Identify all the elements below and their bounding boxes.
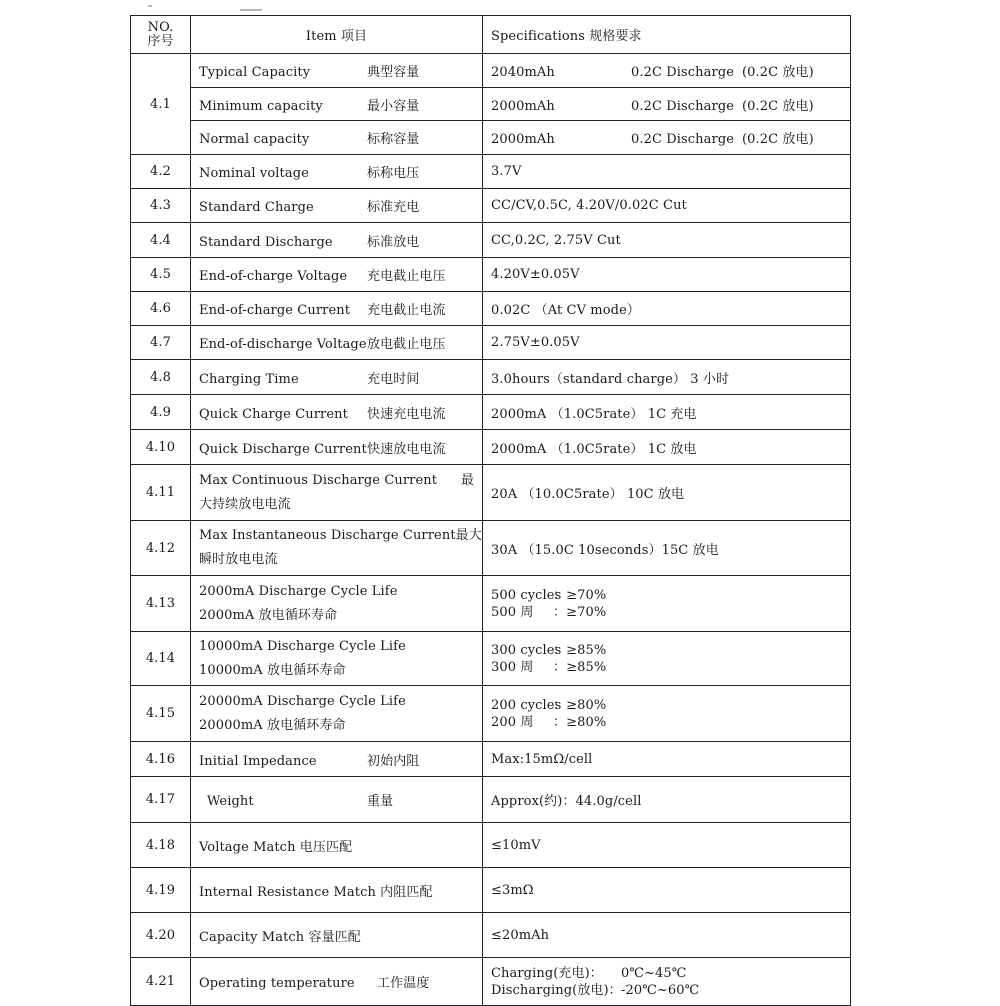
item-cell [191, 258, 483, 292]
spec-value: 2040mAh [491, 65, 555, 80]
row-number: 4.7 [131, 326, 191, 360]
item-cell [191, 292, 483, 326]
cycle-value-en: ：≥85% [553, 642, 607, 658]
item-en: Operating temperature [199, 976, 355, 991]
item-zh: 最小容量 [367, 98, 420, 114]
item-zh: 标准放电 [367, 234, 420, 250]
item-en: Standard Discharge [199, 234, 333, 250]
row-number: 4.1 [131, 54, 191, 155]
spec-cell: CC,0.2C, 2.75V Cut [483, 223, 851, 258]
item-cell: Voltage Match 电压匹配 [191, 823, 483, 868]
row-number: 4.6 [131, 292, 191, 326]
table-row [131, 88, 851, 121]
cycle-label-en: 200 cycles [491, 697, 562, 713]
table-row [131, 360, 851, 395]
item-zh-start: 最大 [455, 528, 482, 543]
spec-cell: ≤10mV [483, 823, 851, 868]
item-zh-continued: 大持续放电电流 [199, 496, 291, 512]
table-row [131, 632, 851, 686]
spec-cell: 2000mA （1.0C5rate） 1C 充电 [483, 395, 851, 430]
item-en: Initial Impedance [199, 753, 317, 769]
row-number: 4.17 [131, 777, 191, 823]
cycle-label-en: 300 cycles [491, 642, 562, 658]
cycle-value-en: ：≥80% [553, 697, 607, 713]
spec-note: (0.2C 放电) [742, 98, 814, 114]
spec-cell [483, 686, 851, 742]
row-number: 4.8 [131, 360, 191, 395]
row-number: 4.12 [131, 521, 191, 576]
table-row [131, 742, 851, 777]
item-cell [191, 576, 483, 632]
header-no [131, 16, 191, 54]
item-en: 2000mA Discharge Cycle Life [199, 583, 398, 599]
item-zh: 充电时间 [367, 371, 420, 387]
item-cell: Capacity Match 容量匹配 [191, 913, 483, 958]
row-number: 4.15 [131, 686, 191, 742]
spec-cell: 3.7V [483, 155, 851, 189]
table-row [131, 576, 851, 632]
spec-value: 2000mAh [491, 132, 555, 147]
item-en: 10000mA Discharge Cycle Life [199, 638, 406, 654]
item-zh: 工作温度 [377, 976, 430, 991]
item-cell [191, 686, 483, 742]
item-line1 [199, 524, 482, 548]
table-row [131, 686, 851, 742]
row-number: 4.3 [131, 189, 191, 223]
item-en: Quick Discharge Current [199, 441, 367, 457]
item-zh: 快速充电电流 [367, 406, 446, 422]
item-zh: 标称电压 [367, 166, 420, 181]
item-cell: Internal Resistance Match 内阻匹配 [191, 868, 483, 913]
item-en: Charging Time [199, 371, 299, 387]
item-cell [191, 223, 483, 258]
table-row [131, 868, 851, 913]
item-en: Normal capacity [199, 132, 310, 147]
spec-cell [483, 121, 851, 155]
cycle-label-en: 500 cycles [491, 587, 562, 603]
item-en: End-of-charge Voltage [199, 269, 348, 284]
item-cell [191, 189, 483, 223]
table-row [131, 292, 851, 326]
cycle-label-zh: 300 周 [491, 659, 534, 675]
item-en: Quick Charge Current [199, 406, 348, 422]
charging-value: 0℃~45℃ [621, 965, 687, 981]
row-number: 4.11 [131, 465, 191, 521]
item-zh: 标准充电 [367, 200, 420, 215]
row-number: 4.21 [131, 958, 191, 1006]
item-cell [191, 360, 483, 395]
item-cell [191, 121, 483, 155]
spec-note: (0.2C 放电) [742, 132, 814, 147]
cycle-value-en: ：≥70% [553, 587, 607, 603]
item-cell [191, 465, 483, 521]
spec-cell: Approx(约)：44.0g/cell [483, 777, 851, 823]
spec-rate: 0.2C Discharge [631, 98, 735, 114]
spec-cell: 3.0hours（standard charge） 3 小时 [483, 360, 851, 395]
item-zh-start: 最 [460, 472, 474, 488]
item-zh: 初始内阻 [367, 753, 420, 769]
row-number: 4.10 [131, 430, 191, 465]
table-row [131, 54, 851, 88]
item-cell [191, 54, 483, 88]
spec-cell: 2.75V±0.05V [483, 326, 851, 360]
spec-cell: ≤20mAh [483, 913, 851, 958]
item-zh: 2000mA 放电循环寿命 [199, 607, 338, 623]
spec-cell: CC/CV,0.5C, 4.20V/0.02C Cut [483, 189, 851, 223]
spec-cell [483, 632, 851, 686]
item-zh: 重量 [367, 794, 394, 809]
header-spec: Specifications 规格要求 [483, 16, 851, 54]
spec-cell: Max:15mΩ/cell [483, 742, 851, 777]
header-no-line1: NO. [147, 19, 174, 35]
discharging-label: Discharging(放电)： [491, 982, 622, 998]
item-en: Typical Capacity [199, 65, 311, 80]
row-number: 4.5 [131, 258, 191, 292]
table-row [131, 223, 851, 258]
item-cell [191, 326, 483, 360]
item-cell [191, 777, 483, 823]
item-zh: 10000mA 放电循环寿命 [199, 662, 346, 678]
item-cell [191, 742, 483, 777]
header-no-line2: 序号 [147, 33, 174, 49]
spec-cell [483, 576, 851, 632]
table-header-row [131, 16, 851, 54]
item-en: Nominal voltage [199, 166, 309, 181]
spec-cell [483, 54, 851, 88]
item-en: End-of-discharge Voltage [199, 337, 367, 352]
table-row [131, 823, 851, 868]
cycle-value-zh: ：≥70% [553, 604, 607, 620]
item-en: Max Continuous Discharge Current [199, 472, 438, 488]
item-en: Max Instantaneous Discharge Current [199, 528, 456, 543]
table-row [131, 521, 851, 576]
item-cell [191, 430, 483, 465]
row-number: 4.9 [131, 395, 191, 430]
item-zh: 充电截止电流 [367, 303, 446, 318]
item-cell [191, 632, 483, 686]
specifications-table [130, 15, 851, 1006]
spec-rate: 0.2C Discharge [631, 132, 735, 147]
spec-cell [483, 88, 851, 121]
row-number: 4.4 [131, 223, 191, 258]
table-row [131, 326, 851, 360]
item-en: Weight [207, 794, 254, 809]
item-cell [191, 155, 483, 189]
spec-cell: 2000mA （1.0C5rate） 1C 放电 [483, 430, 851, 465]
table-row [131, 958, 851, 1006]
cycle-label-zh: 200 周 [491, 714, 534, 730]
row-number: 4.16 [131, 742, 191, 777]
cycle-label-zh: 500 周 [491, 604, 534, 620]
row-number: 4.14 [131, 632, 191, 686]
charging-label: Charging(充电)： [491, 965, 603, 981]
item-zh: 快速放电电流 [367, 441, 446, 457]
table-row [131, 430, 851, 465]
row-number: 4.13 [131, 576, 191, 632]
item-en: End-of-charge Current [199, 303, 351, 318]
spec-cell: 20A （10.0C5rate） 10C 放电 [483, 465, 851, 521]
row-number: 4.19 [131, 868, 191, 913]
item-zh: 充电截止电压 [367, 269, 446, 284]
header-item: Item 项目 [191, 16, 483, 54]
item-cell [191, 958, 483, 1006]
table-row [131, 155, 851, 189]
item-line1 [199, 469, 474, 493]
spec-value: 2000mAh [491, 98, 555, 114]
item-cell [191, 395, 483, 430]
item-cell [191, 88, 483, 121]
item-zh-continued: 瞬时放电电流 [199, 552, 278, 567]
cycle-value-zh: ：≥80% [553, 714, 607, 730]
item-en: Standard Charge [199, 200, 314, 215]
header-mark [148, 3, 228, 11]
item-zh: 典型容量 [367, 65, 420, 80]
table-row [131, 189, 851, 223]
table-row [131, 121, 851, 155]
table-row [131, 258, 851, 292]
item-zh: 标称容量 [367, 132, 420, 147]
discharging-value: -20℃~60℃ [621, 982, 700, 998]
table-row [131, 465, 851, 521]
table-row [131, 395, 851, 430]
item-en: Minimum capacity [199, 98, 323, 114]
row-number: 4.2 [131, 155, 191, 189]
item-cell [191, 521, 483, 576]
spec-cell [483, 958, 851, 1006]
spec-rate: 0.2C Discharge [631, 65, 735, 80]
row-number: 4.18 [131, 823, 191, 868]
item-zh: 20000mA 放电循环寿命 [199, 717, 346, 733]
row-number: 4.20 [131, 913, 191, 958]
item-zh: 放电截止电压 [367, 337, 446, 352]
table-row [131, 913, 851, 958]
spec-cell: ≤3mΩ [483, 868, 851, 913]
cycle-value-zh: ：≥85% [553, 659, 607, 675]
item-en: 20000mA Discharge Cycle Life [199, 693, 406, 709]
spec-cell: 4.20V±0.05V [483, 258, 851, 292]
table-row [131, 777, 851, 823]
spec-note: (0.2C 放电) [742, 65, 814, 80]
spec-cell: 0.02C （At CV mode） [483, 292, 851, 326]
spec-cell: 30A （15.0C 10seconds）15C 放电 [483, 521, 851, 576]
